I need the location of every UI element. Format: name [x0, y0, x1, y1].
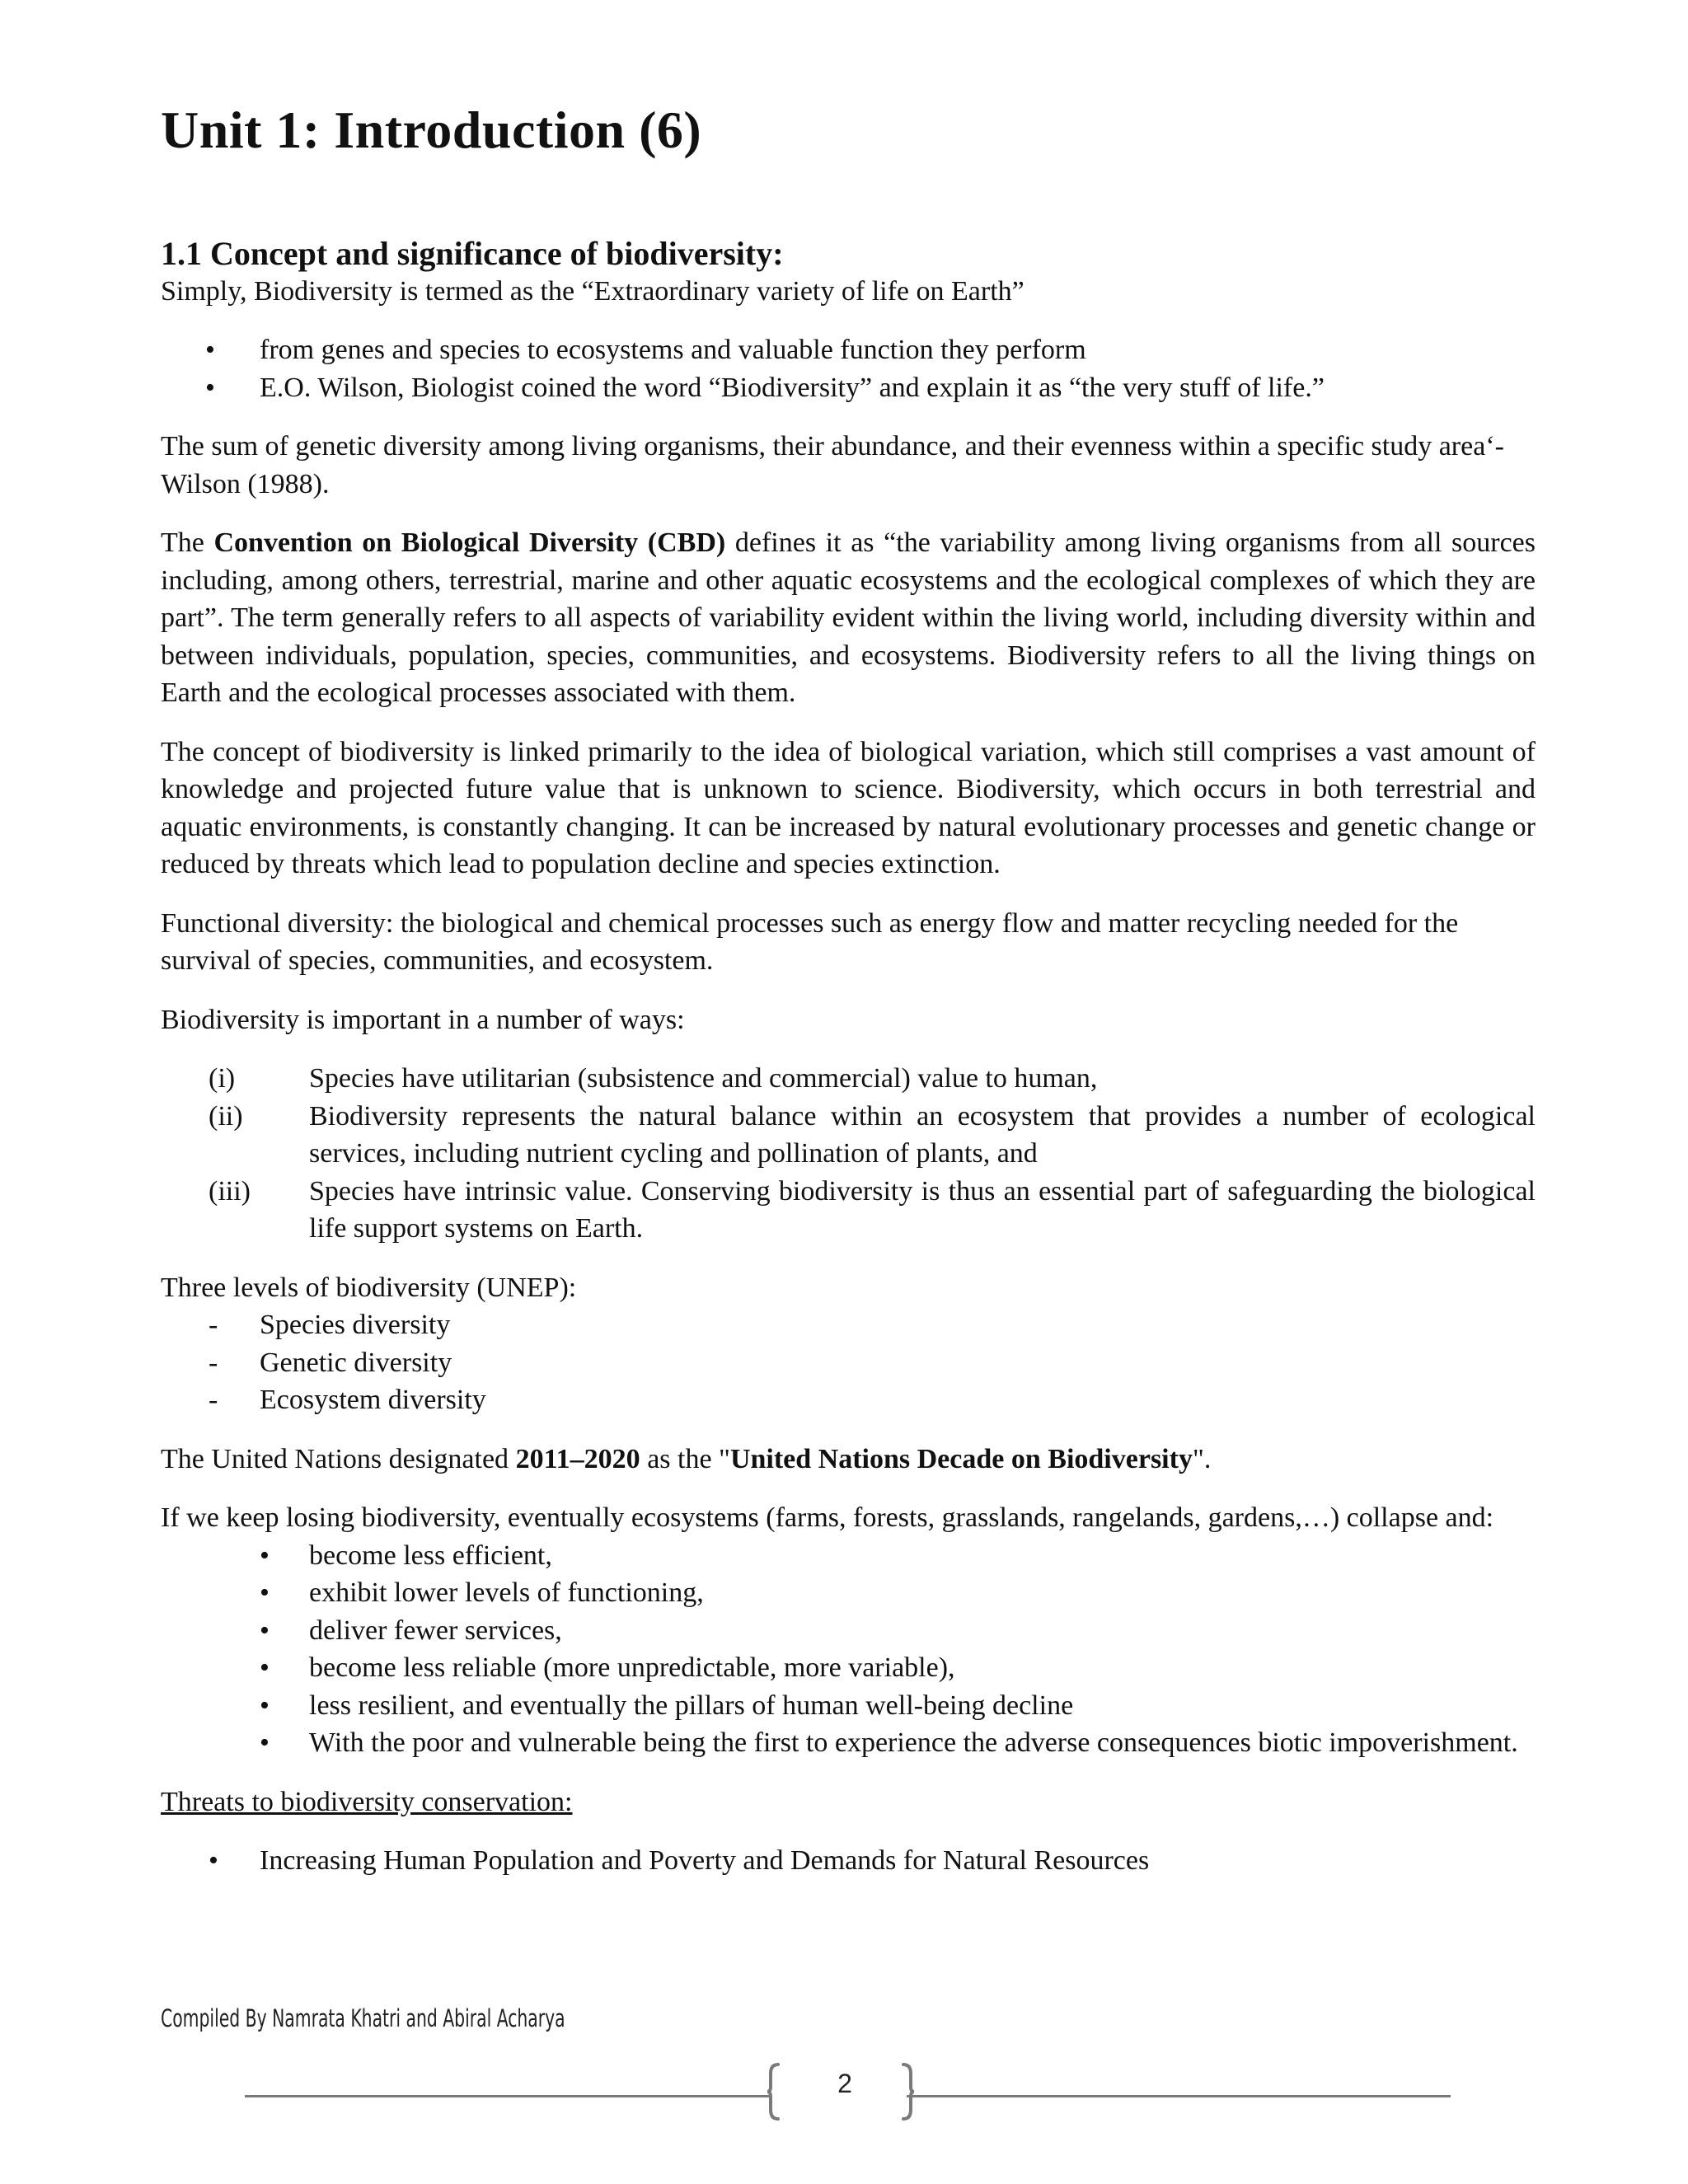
- footer-credit: Compiled By Namrata Khatri and Abiral Acharya: [161, 2004, 565, 2032]
- bullet-icon: •: [260, 1652, 270, 1684]
- bullet-icon: •: [205, 372, 215, 403]
- threats-heading: Threats to biodiversity conservation:: [161, 1786, 573, 1817]
- bullet-icon: •: [260, 1615, 270, 1646]
- bullet-icon: •: [205, 335, 215, 366]
- list-item: - Genetic diversity: [161, 1344, 1536, 1382]
- bullet-icon: •: [260, 1690, 270, 1721]
- list-item: • deliver fewer services,: [161, 1612, 1536, 1650]
- list-marker: (iii): [209, 1175, 251, 1207]
- footer-rule-left: [245, 2095, 772, 2097]
- list-item: • With the poor and vulnerable being the first to experience the adverse consequences biotic impoverishment.: [161, 1724, 1536, 1762]
- list-item: • from genes and species to ecosystems and valuable function they perform: [161, 331, 1536, 369]
- dash-icon: -: [209, 1347, 218, 1378]
- bullet-icon: •: [260, 1540, 270, 1571]
- left-bracket-icon: [767, 2062, 781, 2121]
- list-item: (iii) Species have intrinsic value. Conserving biodiversity is thus an essential part of safeguarding the biological life support systems on Earth.: [161, 1173, 1536, 1248]
- dash-icon: -: [209, 1385, 218, 1416]
- list-item: • E.O. Wilson, Biologist coined the word “Biodiversity” and explain it as “the very stuff of life.”: [161, 369, 1536, 407]
- levels-list: [161, 1306, 1536, 1419]
- bullet-icon: •: [209, 1845, 218, 1877]
- list-item: • become less efficient,: [161, 1537, 1536, 1575]
- cbd-paragraph: The Convention on Biological Diversity (CBD) defines it as “the variability among living organisms from all sources including, among others, terrestrial, marine and other aquatic ecosystems and the ecological complexes of which they are part”. The term generally refers to all aspects of variability evident within the living world, including diversity within and between individuals, population, species, communities, and ecosystems. Biodiversity refers to all the living things on Earth and the ecological processes associated with them.: [161, 527, 1536, 709]
- list-item: - Ecosystem diversity: [161, 1381, 1536, 1419]
- list-item: • become less reliable (more unpredictable, more variable),: [161, 1649, 1536, 1687]
- list-item: - Species diversity: [161, 1306, 1536, 1344]
- bullet-icon: •: [260, 1577, 270, 1609]
- section-title: 1.1 Concept and significance of biodiversity:: [161, 234, 784, 272]
- bullet-icon: •: [260, 1727, 270, 1759]
- un-decade-name: United Nations Decade on Biodiversity: [729, 1443, 1193, 1474]
- functional-diversity-paragraph: Functional diversity: the biological and chemical processes such as energy flow and matter recycling needed for the survival of species, communities, and ecosystem.: [161, 907, 1459, 977]
- page-number: 2: [837, 2069, 852, 2098]
- intro-bullet-list: [161, 331, 1536, 406]
- list-item: • less resilient, and eventually the pillars of human well-being decline: [161, 1687, 1536, 1725]
- wilson-definition: The sum of genetic diversity among living organisms, their abundance, and their evenness within a specific study area‘-Wilson (1988).: [161, 431, 1504, 499]
- losing-biodiversity-intro: If we keep losing biodiversity, eventually ecosystems (farms, forests, grasslands, rangelands, gardens,…) collapse and:: [161, 1502, 1494, 1534]
- list-item: (i) Species have utilitarian (subsistence and commercial) value to human,: [161, 1060, 1536, 1098]
- unit-title: Unit 1: Introduction (6): [161, 101, 702, 159]
- list-marker: (i): [209, 1063, 236, 1094]
- concept-paragraph: The concept of biodiversity is linked primarily to the idea of biological variation, which still comprises a vast amount of knowledge and projected future value that is unknown to science. Biodiversity, which occurs in both terrestrial and aquatic environments, is constantly changing. It can be increased by natural evolutionary processes and genetic change or reduced by threats which lead to population decline and species extinction.: [161, 736, 1536, 880]
- list-item: • Increasing Human Population and Poverty and Demands for Natural Resources: [161, 1842, 1536, 1880]
- un-decade-paragraph: The United Nations designated 2011–2020 as the "United Nations Decade on Biodiversity".: [161, 1443, 1212, 1474]
- importance-list: [161, 1060, 1536, 1248]
- intro-paragraph: Simply, Biodiversity is termed as the “Extraordinary variety of life on Earth”: [161, 275, 1025, 307]
- un-decade-years: 2011–2020: [515, 1443, 640, 1474]
- consequences-list: [161, 1537, 1536, 1762]
- list-item: • exhibit lower levels of functioning,: [161, 1574, 1536, 1612]
- right-bracket-icon: [900, 2062, 915, 2121]
- list-item: (ii) Biodiversity represents the natural balance within an ecosystem that provides a number of ecological services, including nutrient cycling and pollination of plants, and: [161, 1098, 1536, 1173]
- levels-intro: Three levels of biodiversity (UNEP):: [161, 1272, 577, 1303]
- document-page: [161, 99, 1536, 1880]
- list-marker: (ii): [209, 1100, 243, 1132]
- threats-list: [161, 1842, 1536, 1880]
- dash-icon: -: [209, 1310, 218, 1341]
- footer-rule-right: [907, 2095, 1451, 2097]
- cbd-term: Convention on Biological Diversity (CBD): [213, 527, 726, 559]
- importance-intro: Biodiversity is important in a number of ways:: [161, 1004, 685, 1035]
